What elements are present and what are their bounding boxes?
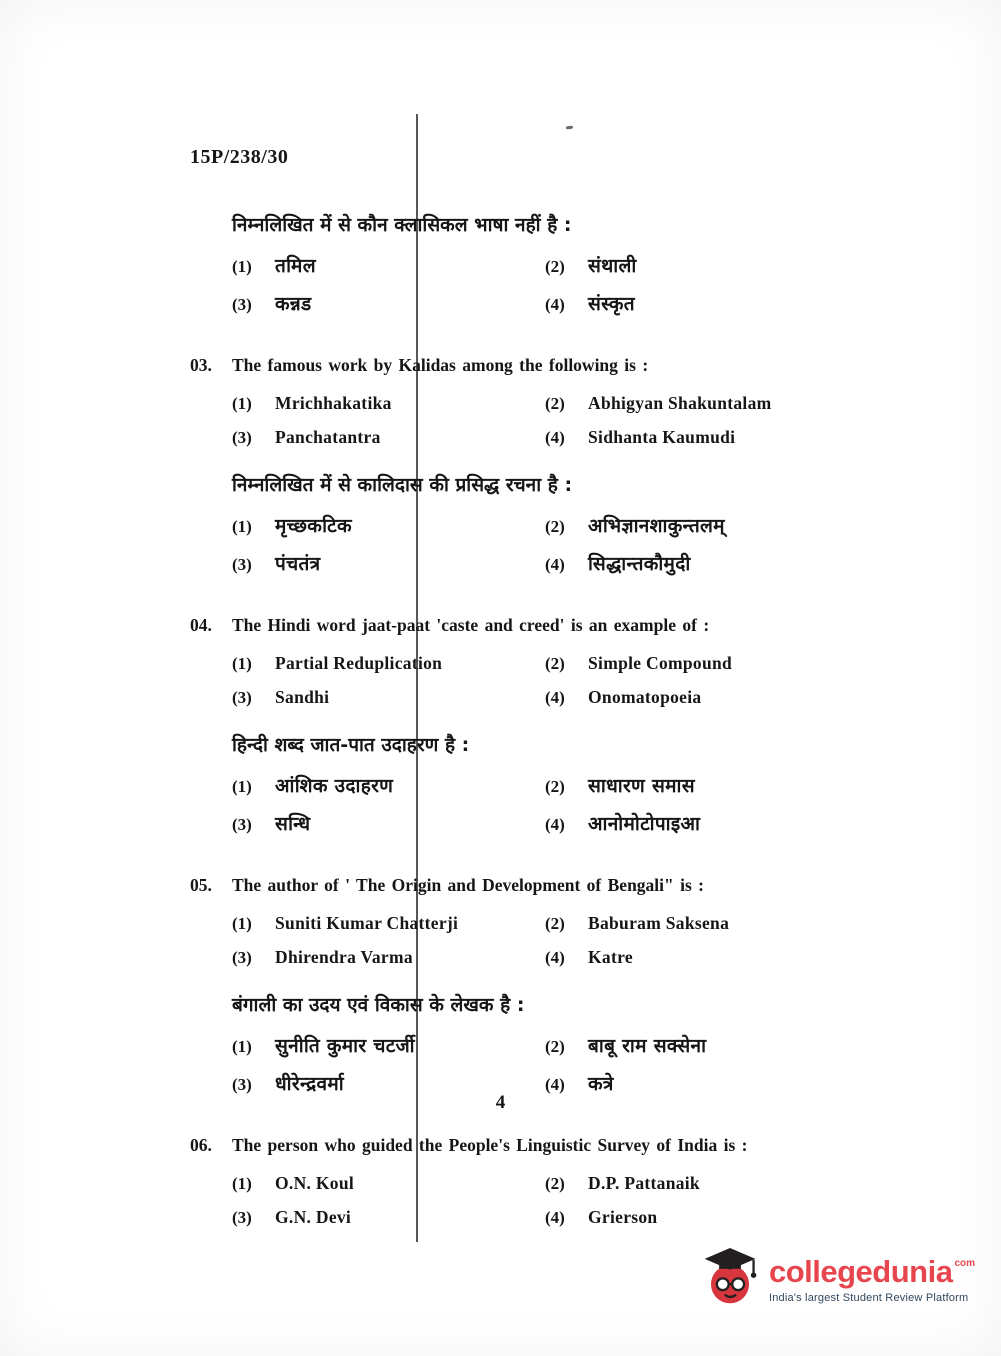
option-text: सन्धि bbox=[275, 813, 311, 835]
option-label: (4) bbox=[545, 555, 565, 574]
collegedunia-logo bbox=[701, 1246, 975, 1313]
option-text: मृच्छकटिक bbox=[275, 515, 352, 537]
option-label: (2) bbox=[545, 1174, 565, 1193]
option-label: (4) bbox=[545, 688, 565, 707]
scan-artifact-mark bbox=[566, 126, 573, 130]
option bbox=[232, 1031, 545, 1062]
option-label: (1) bbox=[232, 257, 252, 276]
option-text: Sidhanta Kaumudi bbox=[588, 427, 736, 447]
option-label: (2) bbox=[545, 777, 565, 796]
brand-name: collegedunia bbox=[768, 1253, 953, 1289]
option-label: (4) bbox=[545, 1075, 565, 1094]
option bbox=[232, 511, 545, 542]
option-label: (2) bbox=[545, 654, 565, 673]
option bbox=[232, 809, 545, 840]
option bbox=[232, 1170, 545, 1197]
option-text: सिद्धान्तकौमुदी bbox=[588, 553, 691, 575]
question-text-en: The famous work by Kalidas among the following is : bbox=[232, 355, 649, 375]
brand-suffix: com bbox=[954, 1257, 975, 1269]
option-label: (3) bbox=[232, 688, 252, 707]
brand-tagline: India's largest Student Review Platform bbox=[768, 1291, 969, 1304]
question-text-en: The Hindi word jaat-paat 'caste and creed' is an example of : bbox=[232, 615, 710, 635]
option-label: (2) bbox=[545, 394, 565, 413]
option-text: कन्नड bbox=[275, 293, 312, 315]
question-number: 06. bbox=[190, 1135, 212, 1155]
option bbox=[232, 684, 545, 711]
option-label: (3) bbox=[232, 815, 252, 834]
question-text-en: The author of ' The Origin and Development of Bengali" is : bbox=[232, 875, 705, 895]
option bbox=[545, 910, 850, 937]
option bbox=[545, 944, 850, 971]
option-text: Grierson bbox=[588, 1207, 658, 1227]
option-label: (1) bbox=[232, 394, 252, 413]
option bbox=[232, 251, 545, 282]
option bbox=[545, 390, 850, 417]
option bbox=[232, 289, 545, 320]
option bbox=[545, 1204, 850, 1231]
option-text: तमिल bbox=[275, 255, 316, 277]
option bbox=[545, 650, 850, 677]
question-block bbox=[190, 872, 850, 1100]
option-label: (3) bbox=[232, 428, 252, 447]
option-label: (2) bbox=[545, 257, 565, 276]
question-number: 04. bbox=[190, 615, 212, 635]
option-text: Katre bbox=[588, 947, 633, 967]
option-text: Panchatantra bbox=[275, 427, 381, 447]
option-label: (3) bbox=[232, 295, 252, 314]
question-block bbox=[190, 352, 850, 580]
option bbox=[545, 1170, 850, 1197]
option-text: साधारण समास bbox=[588, 775, 695, 797]
option-label: (1) bbox=[232, 777, 252, 796]
option-text: Mrichhakatika bbox=[275, 393, 392, 413]
option bbox=[545, 511, 850, 542]
option bbox=[545, 549, 850, 580]
option bbox=[232, 944, 545, 971]
option-text: कत्रे bbox=[588, 1073, 614, 1095]
option bbox=[545, 1031, 850, 1062]
option-text: O.N. Koul bbox=[275, 1173, 355, 1193]
option-text: आंशिक उदाहरण bbox=[275, 775, 394, 797]
question-block bbox=[190, 612, 850, 840]
option-text: Dhirendra Varma bbox=[275, 947, 413, 967]
option-label: (3) bbox=[232, 1208, 252, 1227]
option bbox=[232, 650, 545, 677]
option-text: सुनीति कुमार चटर्जी bbox=[275, 1035, 415, 1057]
option bbox=[545, 771, 850, 802]
option bbox=[232, 771, 545, 802]
option-text: Partial Reduplication bbox=[275, 653, 443, 673]
collegedunia-mascot-icon bbox=[701, 1246, 759, 1313]
option-label: (1) bbox=[232, 1037, 252, 1056]
option bbox=[232, 910, 545, 937]
option-text: पंचतंत्र bbox=[275, 553, 321, 575]
option-text: संथाली bbox=[588, 255, 637, 277]
option bbox=[545, 684, 850, 711]
option-label: (1) bbox=[232, 654, 252, 673]
option bbox=[232, 549, 545, 580]
option-text: Abhigyan Shakuntalam bbox=[588, 393, 772, 413]
option-text: Simple Compound bbox=[588, 653, 733, 673]
option-text: बाबू राम सक्सेना bbox=[588, 1035, 707, 1057]
option bbox=[545, 289, 850, 320]
option-text: D.P. Pattanaik bbox=[588, 1173, 700, 1193]
option-label: (2) bbox=[545, 914, 565, 933]
option-label: (2) bbox=[545, 1037, 565, 1056]
option-text: आनोमोटोपाइआ bbox=[588, 813, 701, 835]
paper-code: 15P/238/30 bbox=[190, 146, 289, 168]
option bbox=[232, 390, 545, 417]
question-text-hi: बंगाली का उदय एवं विकास के लेखक है : bbox=[232, 994, 525, 1016]
question-text-hi: हिन्दी शब्द जात-पात उदाहरण है : bbox=[232, 734, 470, 756]
option-label: (4) bbox=[545, 948, 565, 967]
question-block bbox=[190, 1132, 850, 1231]
option bbox=[545, 809, 850, 840]
option-label: (1) bbox=[232, 517, 252, 536]
page-number: 4 bbox=[495, 1092, 506, 1113]
option-label: (4) bbox=[545, 428, 565, 447]
option-text: Onomatopoeia bbox=[588, 687, 702, 707]
option bbox=[545, 251, 850, 282]
option bbox=[232, 424, 545, 451]
option-text: Sandhi bbox=[275, 687, 330, 707]
option-label: (4) bbox=[545, 815, 565, 834]
question-text-hi: निम्नलिखित में से कौन क्लासिकल भाषा नहीं है : bbox=[232, 214, 572, 236]
option-label: (2) bbox=[545, 517, 565, 536]
option-label: (4) bbox=[545, 295, 565, 314]
option-text: संस्कृत bbox=[588, 293, 635, 315]
question-number: 03. bbox=[190, 355, 212, 375]
question-number: 05. bbox=[190, 875, 212, 895]
option-text: धीरेन्द्रवर्मा bbox=[275, 1073, 344, 1095]
option-label: (3) bbox=[232, 1075, 252, 1094]
question-block bbox=[190, 211, 850, 320]
option-label: (3) bbox=[232, 948, 252, 967]
option-label: (4) bbox=[545, 1208, 565, 1227]
option-text: G.N. Devi bbox=[275, 1207, 352, 1227]
question-text-en: The person who guided the People's Linguistic Survey of India is : bbox=[232, 1135, 748, 1155]
option-text: अभिज्ञानशाकुन्तलम् bbox=[588, 515, 725, 537]
option-text: Baburam Saksena bbox=[588, 913, 730, 933]
option-label: (3) bbox=[232, 555, 252, 574]
option bbox=[545, 424, 850, 451]
option-label: (1) bbox=[232, 914, 252, 933]
option-label: (1) bbox=[232, 1174, 252, 1193]
option bbox=[232, 1204, 545, 1231]
option-text: Suniti Kumar Chatterji bbox=[275, 913, 459, 933]
brand-text bbox=[768, 1253, 975, 1304]
question-text-hi: निम्नलिखित में से कालिदास की प्रसिद्ध रचना है : bbox=[232, 474, 573, 496]
